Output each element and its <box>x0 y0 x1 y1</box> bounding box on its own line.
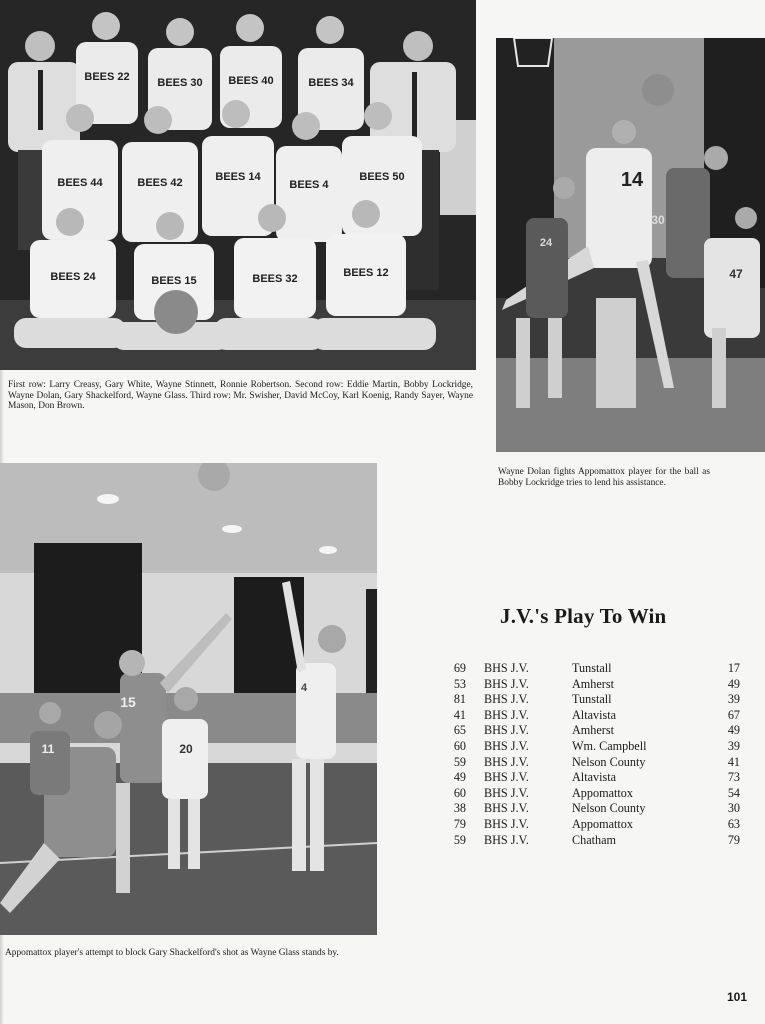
action-photo-right <box>496 38 765 452</box>
team-name: BHS J.V. <box>484 770 529 785</box>
jersey-front-3: BEES 32 <box>252 273 298 285</box>
jersey-left-2: 11 <box>41 742 55 756</box>
bhs-score: 59 <box>453 832 466 847</box>
team-name: BHS J.V. <box>484 801 529 816</box>
team-name: BHS J.V. <box>484 816 529 831</box>
action-photo-left <box>0 463 377 935</box>
team-name: BHS J.V. <box>484 676 529 691</box>
jersey-back-3: BEES 40 <box>228 75 274 87</box>
opponent-name: Appomattox <box>572 816 633 831</box>
score-row <box>446 833 740 849</box>
opponent-score: 39 <box>727 692 740 707</box>
opponent-name: Appomattox <box>572 785 633 800</box>
jersey-right-3: 30 <box>651 213 665 227</box>
score-row <box>446 723 740 739</box>
bhs-score: 41 <box>453 707 466 722</box>
opponent-score: 79 <box>727 832 740 847</box>
season-scores-table <box>446 661 740 848</box>
jersey-middle-5: BEES 50 <box>359 171 405 183</box>
team-name: BHS J.V. <box>484 723 529 738</box>
bhs-score: 81 <box>453 692 466 707</box>
opponent-name: Altavista <box>572 770 617 785</box>
jersey-front-2: BEES 15 <box>151 275 197 287</box>
opponent-score: 67 <box>727 707 740 722</box>
score-row <box>446 708 740 724</box>
opponent-name: Chatham <box>572 832 617 847</box>
jersey-back-4: BEES 34 <box>308 77 354 89</box>
bhs-score: 60 <box>453 738 466 753</box>
team-photo-caption: First row: Larry Creasy, Gary White, Wayne Stinnett, Ronnie Robertson. Second row: Eddie Martin, Bobby Lockridge, Wayne Dolan, Gary Shackelford, Wayne Glass. Third row: Mr. Swisher, David McCoy, Karl Koenig, Randy Sayer, Wayne Mason, Don Brown. <box>8 380 473 412</box>
action-photo-left-caption: Appomattox player's attempt to block Gary Shackelford's shot as Wayne Glass stands by. <box>5 948 339 958</box>
team-photo-graphic <box>0 0 476 370</box>
bhs-score: 60 <box>453 785 466 800</box>
bhs-score: 53 <box>453 676 466 691</box>
jersey-middle-1: BEES 44 <box>57 177 103 189</box>
bhs-score: 49 <box>453 770 466 785</box>
bhs-score: 59 <box>453 754 466 769</box>
page-number: 101 <box>726 990 747 1004</box>
opponent-name: Tunstall <box>572 661 612 675</box>
action-photo-left-graphic <box>0 463 377 935</box>
score-row <box>446 739 740 755</box>
opponent-score: 49 <box>727 676 740 691</box>
season-scores-body <box>446 661 740 848</box>
jersey-back-1: BEES 22 <box>84 71 130 83</box>
page-title: J.V.'s Play To Win <box>500 604 667 628</box>
opponent-score: 41 <box>727 754 740 769</box>
opponent-score: 17 <box>727 661 740 675</box>
jersey-right-4: 47 <box>729 267 743 281</box>
score-row <box>446 755 740 771</box>
opponent-score: 54 <box>727 785 740 800</box>
opponent-name: Altavista <box>572 707 617 722</box>
jersey-middle-3: BEES 14 <box>215 171 261 183</box>
opponent-score: 49 <box>727 723 740 738</box>
team-name: BHS J.V. <box>484 832 529 847</box>
opponent-name: Nelson County <box>572 801 646 816</box>
jersey-left-3: 20 <box>179 742 193 756</box>
team-photo <box>0 0 476 370</box>
score-row <box>446 770 740 786</box>
bhs-score: 38 <box>453 801 466 816</box>
score-row <box>446 692 740 708</box>
score-row <box>446 661 740 677</box>
opponent-name: Amherst <box>572 676 614 691</box>
jersey-middle-4: BEES 4 <box>289 179 329 191</box>
opponent-score: 73 <box>727 770 740 785</box>
team-name: BHS J.V. <box>484 661 529 675</box>
jersey-left-1: 15 <box>120 694 136 710</box>
opponent-name: Tunstall <box>572 692 612 707</box>
action-photo-right-caption: Wayne Dolan fights Appomattox player for the ball as Bobby Lockridge tries to lend his assistance. <box>498 467 710 488</box>
jersey-right-1: 14 <box>620 169 644 191</box>
score-row <box>446 677 740 693</box>
jersey-left-4: 4 <box>300 682 308 694</box>
jersey-back-2: BEES 30 <box>157 77 203 89</box>
action-photo-right-graphic <box>496 38 765 452</box>
opponent-score: 63 <box>727 816 740 831</box>
jersey-front-1: BEES 24 <box>50 271 96 283</box>
opponent-score: 39 <box>727 738 740 753</box>
opponent-score: 30 <box>727 801 740 816</box>
score-row <box>446 786 740 802</box>
jersey-right-2: 24 <box>539 237 553 249</box>
opponent-name: Amherst <box>572 723 614 738</box>
bhs-score: 69 <box>453 661 466 675</box>
team-name: BHS J.V. <box>484 754 529 769</box>
jersey-middle-2: BEES 42 <box>137 177 183 189</box>
score-row <box>446 801 740 817</box>
team-name: BHS J.V. <box>484 785 529 800</box>
bhs-score: 65 <box>453 723 466 738</box>
team-name: BHS J.V. <box>484 738 529 753</box>
team-name: BHS J.V. <box>484 692 529 707</box>
bhs-score: 79 <box>453 816 466 831</box>
score-row <box>446 817 740 833</box>
opponent-name: Wm. Campbell <box>572 738 647 753</box>
jersey-front-4: BEES 12 <box>343 267 389 279</box>
opponent-name: Nelson County <box>572 754 646 769</box>
team-name: BHS J.V. <box>484 707 529 722</box>
